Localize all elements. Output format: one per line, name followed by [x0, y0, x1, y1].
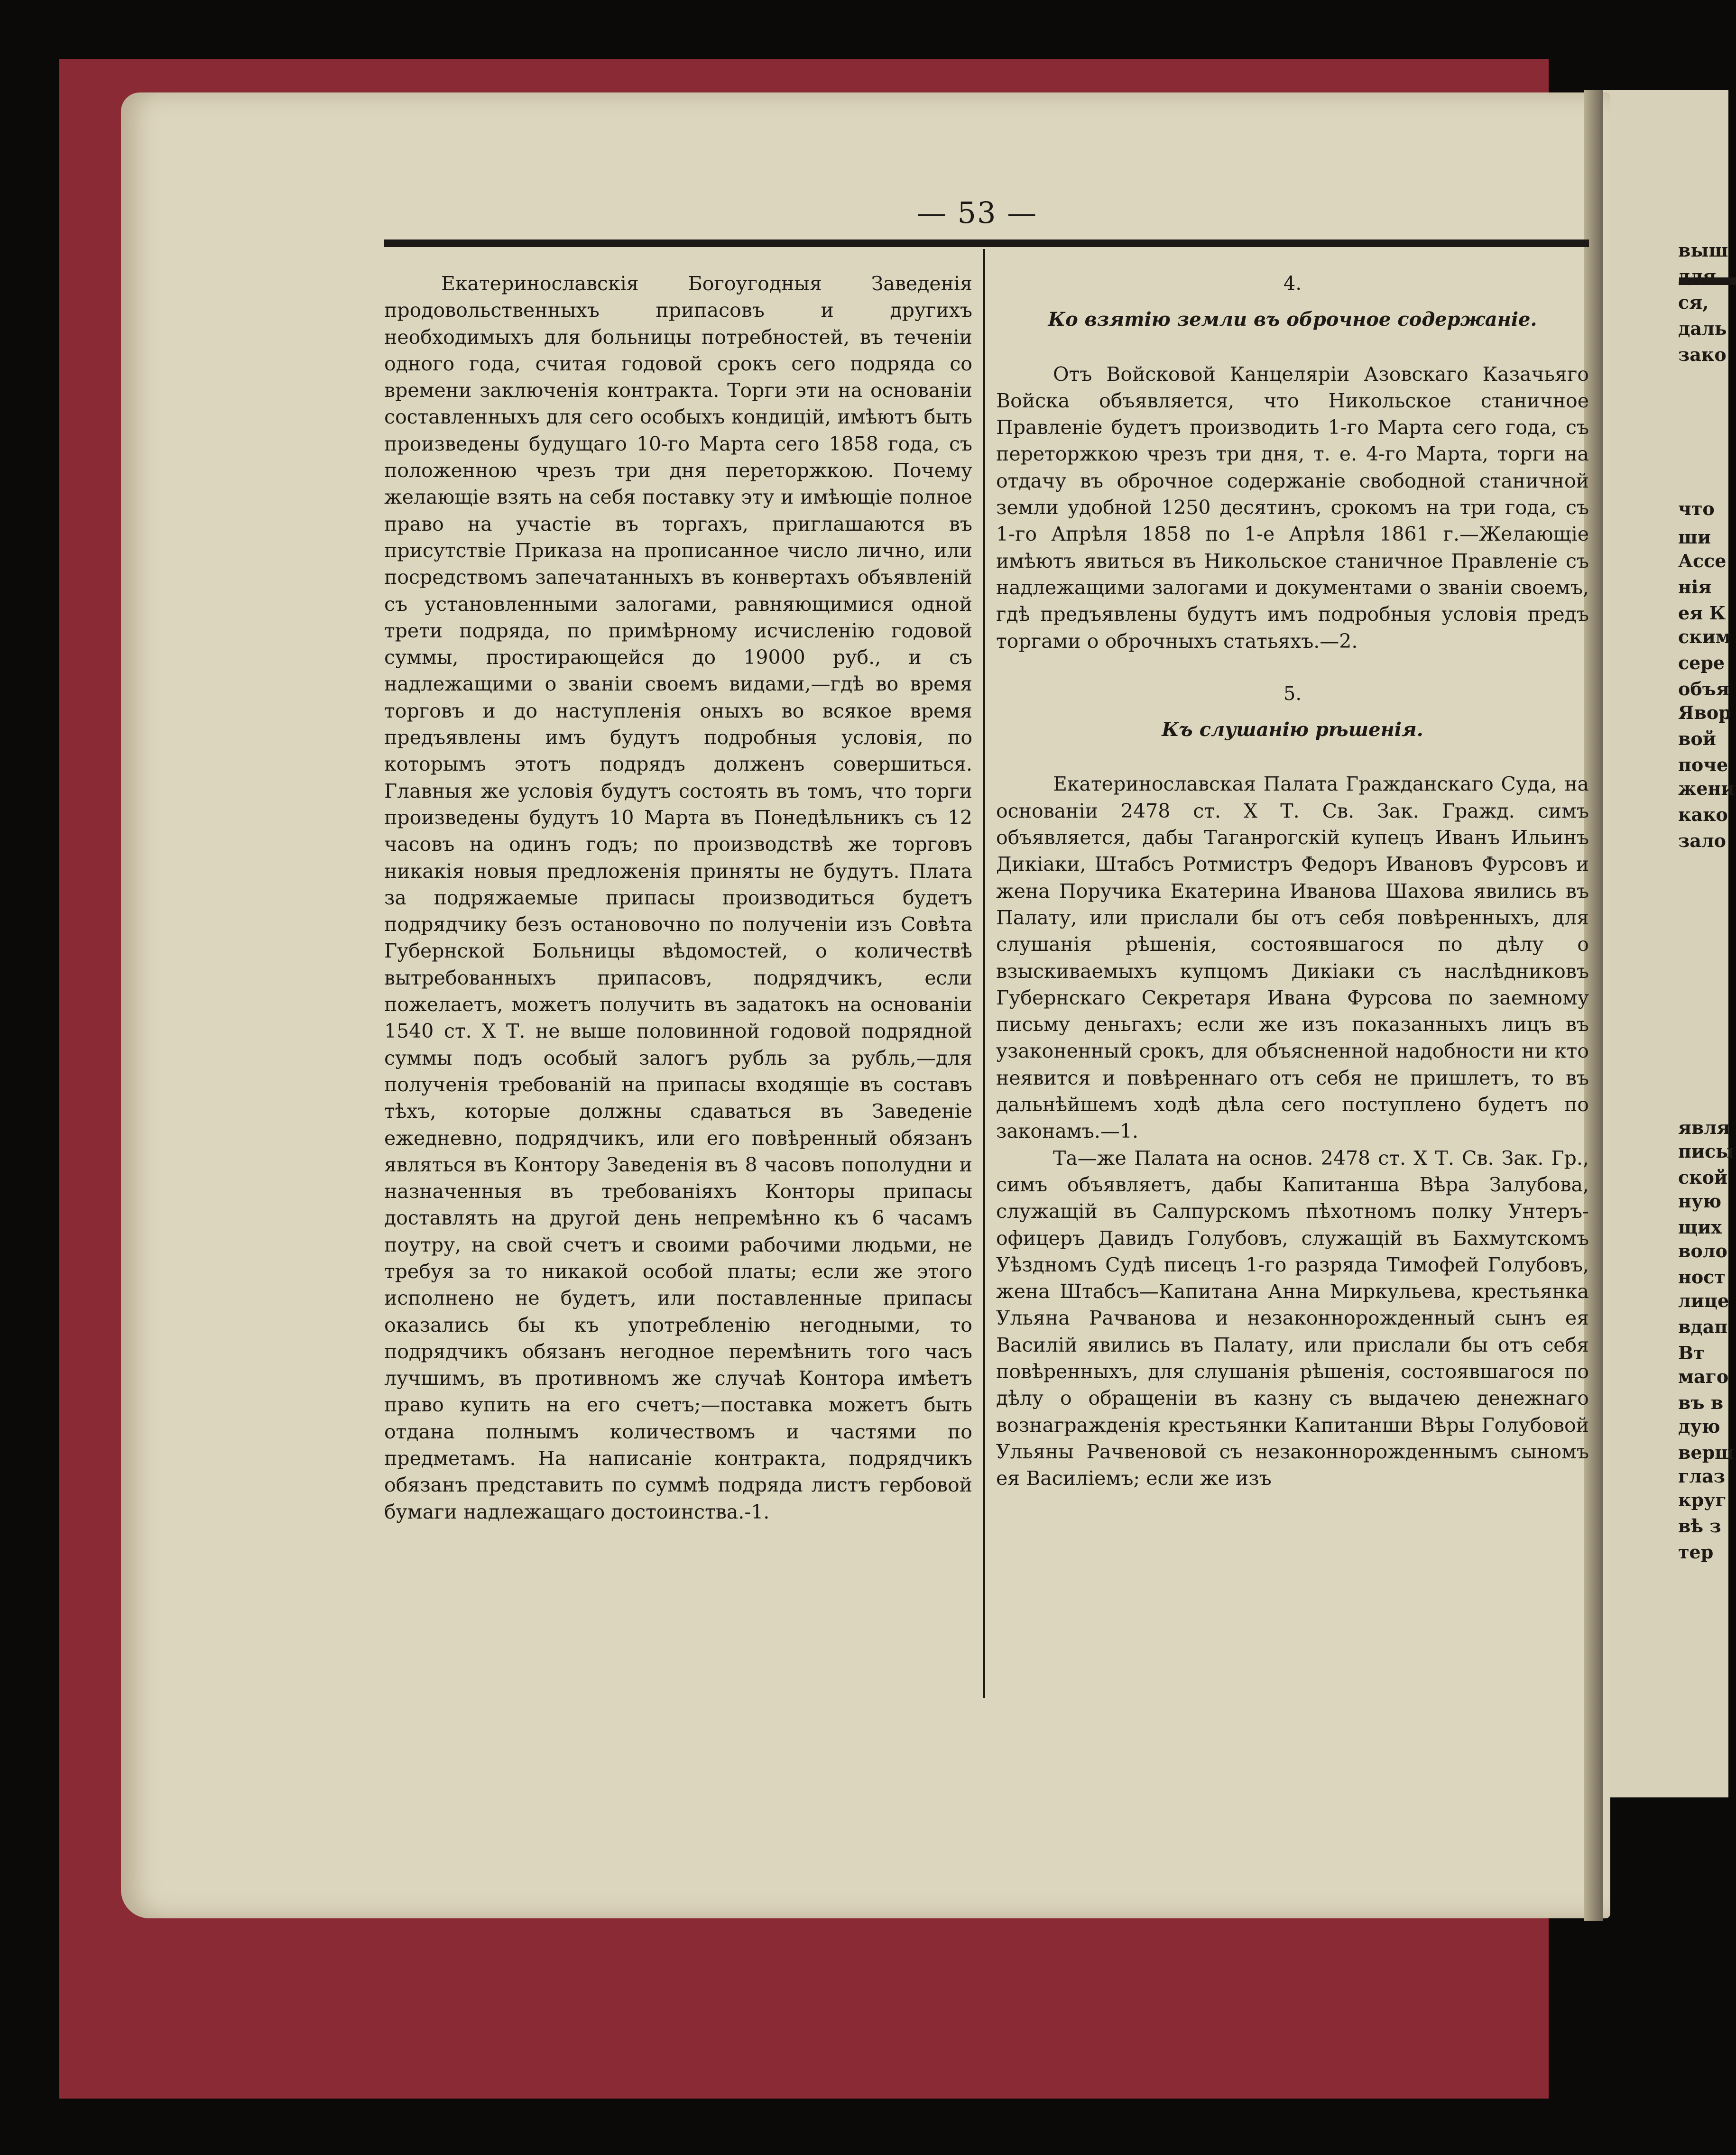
next-page-fragment: зако [1678, 344, 1727, 365]
next-page-fragment: въ в [1678, 1392, 1724, 1413]
left-paragraph: Екатеринославскія Богоугодныя Заведенія продовольственныхъ припасовъ и другихъ необходимыхъ для больницы потребностей, въ теченіи одного года, считая годовой срокъ сего подряда со времени заключенія контракта. Торги эти на основаніи составленныхъ для сего особыхъ кондицій, имѣютъ быть произведены будущаго 10-го Марта сего 1858 года, съ положенною чрезъ три дня переторжкою. Почему желающіе взять на себя поставку эту и имѣющіе полное право на участіе въ торгахъ, приглашаются въ присутствіе Приказа на прописанное число лично, или посредствомъ запечатанныхъ въ конвертахъ объявленій съ установленными залогами, равняющимися одной трети подряда, по примѣрному исчисленію годовой суммы, простирающейся до 19000 руб., и съ надлежащими о званіи своемъ видами,—гдѣ во время торговъ и до наступленія оныхъ во всякое время предъявлены имъ будутъ подробныя условія, по которымъ этотъ подрядъ долженъ совершиться. Главныя же условія будутъ состоять въ томъ, что торги произведены будутъ 10 Марта въ Понедѣльникъ съ 12 часовъ на одинъ годъ; по производствѣ же торговъ никакія новыя предложенія приняты не будутъ. Плата за подряжаемые припасы производиться будетъ подрядчику безъ остановочно по полученіи изъ Совѣта Губернской Больницы вѣдомостей, о количествѣ вытребованныхъ припасовъ, подрядчикъ, если пожелаетъ, можетъ получить въ задатокъ на основаніи 1540 ст. X Т. не выше половинной годовой подрядной суммы подъ особый залогъ рубль за рубль,—для полученія требованій на припасы входящіе въ составъ тѣхъ, которые должны сдаваться въ Заведеніе ежедневно, подрядчикъ, или его повѣренный обязанъ являться въ Контору Заведенія въ 8 часовъ пополудни и назначенныя въ требованіяхъ Конторы припасы доставлять на другой день непремѣнно къ 6 часамъ поутру, на свой счетъ и своими рабочими людьми, не требуя за то никакой особой платы; если же этого исполнено не будетъ, или поставленные припасы оказались бы къ употребленію негодными, то подрядчикъ обязанъ негодное перемѣнить того часъ лучшимъ, въ противномъ же случаѣ Контора имѣетъ право купить на его счетъ;—поставка можетъ быть отдана полнымъ количествомъ и частями по предметамъ. На написаніе контракта, подрядчикъ обязанъ представить по суммѣ подряда листъ гербовой бумаги надлежащаго достоинства.-1. [384, 272, 972, 1523]
left-column [384, 270, 972, 1525]
next-page-fragment: выш [1678, 239, 1728, 261]
next-page-fragment: вдап [1678, 1316, 1728, 1337]
column-divider [983, 249, 985, 1698]
section-heading: Къ слушанію рѣшенія. [1162, 718, 1423, 741]
next-page-fragment: зало [1678, 830, 1727, 851]
next-page-fragment: для [1678, 266, 1717, 287]
next-page-fragment: ную [1678, 1190, 1722, 1212]
next-page-fragment: писы [1678, 1141, 1734, 1162]
section-number: 5. [1283, 682, 1302, 705]
next-page-fragment: како [1678, 804, 1728, 825]
next-page-fragment: ши [1678, 526, 1711, 548]
next-page-fragment: воло [1678, 1240, 1727, 1262]
next-page-fragment: ским [1678, 626, 1731, 647]
next-page-fragment: маго [1678, 1366, 1729, 1387]
next-page-fragment: ся, [1678, 292, 1709, 313]
next-page-fragment: верш [1678, 1442, 1734, 1463]
header-rule [384, 239, 1589, 247]
section-paragraph: Отъ Войсковой Канцеляріи Азовскаго Казачьяго Войска объявляется, что Никольское станичное Правленіе будетъ производить 1-го Марта сего года, съ переторжкою чрезъ три дня, т. е. 4-го Марта, торги на отдачу въ оброчное содержаніе свободной станичной земли удобной 1250 десятинъ, срокомъ на три года, съ 1-го Апрѣля 1858 по 1-е Апрѣля 1861 г.—Желающіе имѣютъ явиться въ Никольское станичное Правленіе съ надлежащими залогами и документами о званіи своемъ, гдѣ предъявлены будутъ имъ подробныя условія предъ торгами о оброчныхъ статьяхъ.—2. [996, 362, 1589, 653]
next-page-fragment: вѣ з [1678, 1515, 1721, 1537]
page-number: — 53 — [916, 195, 1038, 230]
next-page-fragment: нія [1678, 576, 1712, 598]
next-page-fragment: сере [1678, 652, 1725, 673]
next-page-fragment: что [1678, 498, 1715, 519]
next-page-fragment: ской [1678, 1167, 1728, 1188]
section-number: 4. [1283, 273, 1302, 295]
next-page-fragment: ност [1678, 1266, 1726, 1288]
next-page-fragment: Ассе [1678, 550, 1727, 571]
next-page-fragment: тер [1678, 1541, 1714, 1563]
next-page-fragment: Вт [1678, 1342, 1705, 1363]
section-heading: Ко взятію земли въ оброчное содержаніе. [1048, 308, 1537, 331]
next-page-fragment: поче [1678, 754, 1728, 775]
next-page-edge [1594, 90, 1735, 1797]
section-paragraph: Екатеринославская Палата Гражданскаго Суда, на основаніи 2478 ст. X Т. Св. Зак. Гражд. симъ объявляется, дабы Таганрогскій купецъ Иванъ Ильинъ Дикіаки, Штабсъ Ротмистръ Федоръ Ивановъ Фурсовъ и жена Поручика Екатерина Иванова Шахова явились въ Палату, или прислали бы отъ себя повѣренныхъ, для слушанія рѣшенія, состоявшагося по дѣлу о взыскиваемыхъ купцомъ Дикіаки съ наслѣдниковъ Губернскаго Секретаря Ивана Фурсова по заемному письму деньгахъ; если же изъ показанныхъ лицъ въ узаконенный срокъ, для объясненной надобности ни кто неявится и повѣреннаго отъ себя не пришлетъ, то въ дальнѣйшемъ ходѣ дѣла сего поступлено будетъ по законамъ.—1. [996, 773, 1589, 1143]
next-page-fragment: жени [1678, 778, 1735, 799]
next-page-fragment: глаз [1678, 1465, 1725, 1487]
next-page-fragment: лице [1678, 1290, 1729, 1311]
next-page-fragment: ея К [1678, 602, 1726, 624]
section-paragraph: Та—же Палата на основ. 2478 ст. X Т. Св. Зак. Гр., симъ объявляетъ, дабы Капитанша Вѣра Залубова, служащій въ Салпурскомъ пѣхотномъ полку Унтеръ-офицеръ Давидъ Голубовъ, служащій въ Бахмутскомъ Уѣздномъ Судѣ писецъ 1-го разряда Тимофей Голубовъ, жена Штабсъ—Капитана Анна Миркульева, крестьянка Ульяна Рачванова и незаконнорожденный сынъ ея Василій явились въ Палату, или прислали бы отъ себя повѣренныхъ, для слушанія рѣшенія, состоявшагося по дѣлу о обращеніи въ казну съ выдачею денежнаго вознагражденія крестьянки Капитанши Вѣры Голубовой Ульяны Рачвеновой съ незаконнорожденнымъ сыномъ ея Василіемъ; если же изъ [996, 1146, 1589, 1490]
right-column [996, 270, 1589, 1492]
next-page-fragment: щих [1678, 1216, 1722, 1238]
next-page-fragment: объя [1678, 678, 1729, 700]
next-page-fragment: явля [1678, 1117, 1730, 1138]
next-page-fragment: даль [1678, 318, 1727, 339]
next-page-fragment: вой [1678, 728, 1716, 749]
next-page-fragment: круг [1678, 1489, 1727, 1510]
next-page-fragment: дую [1678, 1416, 1720, 1437]
next-page-fragment: Явор [1678, 702, 1731, 723]
